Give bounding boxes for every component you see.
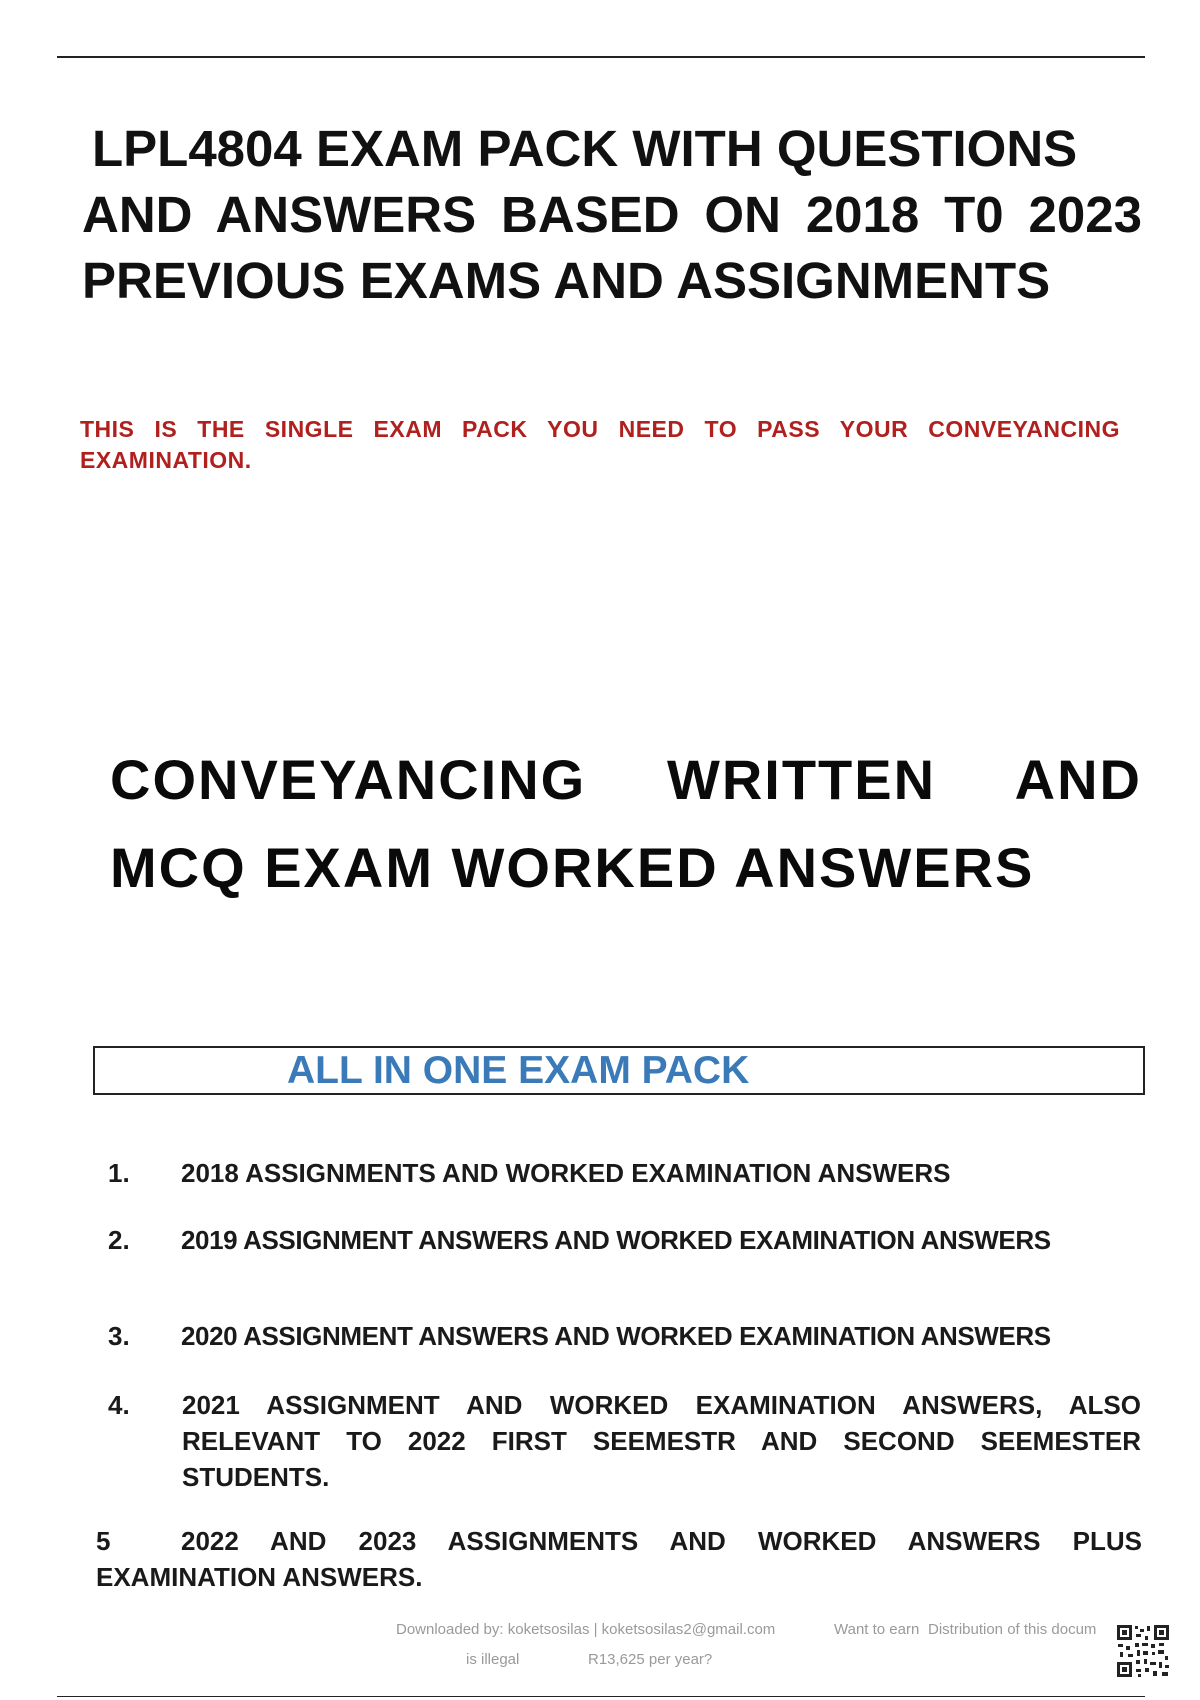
title-line-3: PREVIOUS EXAMS AND ASSIGNMENTS <box>82 252 1051 309</box>
list-item-number: 4. <box>108 1390 130 1420</box>
list-item-text: 2022 AND 2023 ASSIGNMENTS AND WORKED ANSWERS PLUS EXAMINATION ANSWERS. <box>96 1526 1142 1592</box>
page-title <box>82 116 1142 314</box>
title-line-2: AND ANSWERS BASED ON 2018 T0 2023 <box>82 186 1142 243</box>
footer-earn: R13,625 per year? <box>588 1651 713 1668</box>
list-item-text: 2019 ASSIGNMENT ANSWERS AND WORKED EXAMINATION ANSWERS <box>181 1225 1051 1255</box>
subtitle-line-2: MCQ EXAM WORKED ANSWERS <box>110 836 1035 899</box>
footer-downloaded: Downloaded by: koketsosilas | koketsosilas2@gmail.com <box>396 1621 776 1638</box>
list-item-number: 1. <box>108 1158 130 1188</box>
top-rule <box>57 56 1145 58</box>
list-item-number: 2. <box>108 1225 130 1255</box>
footer-distribution: Distribution of this docum <box>928 1621 1097 1638</box>
subtitle <box>110 736 1142 912</box>
all-in-one-box <box>93 1046 1145 1095</box>
list-item-number: 5 <box>96 1526 111 1556</box>
bottom-rule <box>57 1696 1145 1697</box>
footer-want: Want to earn <box>834 1621 920 1638</box>
list-item-text: 2018 ASSIGNMENTS AND WORKED EXAMINATION ANSWERS <box>181 1158 951 1188</box>
subtitle-line-1: CONVEYANCING WRITTEN AND <box>110 748 1142 811</box>
list-item-text: 2021 ASSIGNMENT AND WORKED EXAMINATION ANSWERS, ALSO RELEVANT TO 2022 FIRST SEEMESTR AND SECOND SEEMESTER STUDENTS. <box>182 1390 1141 1492</box>
footer-illegal: is illegal <box>466 1651 520 1668</box>
pass-note: THIS IS THE SINGLE EXAM PACK YOU NEED TO PASS YOUR CONVEYANCING EXAMINATION. <box>80 416 1120 473</box>
title-line-1: LPL4804 EXAM PACK WITH QUESTIONS <box>92 120 1078 177</box>
box-title: ALL IN ONE EXAM PACK <box>287 1049 750 1092</box>
qr-code-icon <box>1116 1624 1170 1678</box>
list-item-number: 3. <box>108 1321 130 1351</box>
list-item-text: 2020 ASSIGNMENT ANSWERS AND WORKED EXAMINATION ANSWERS <box>181 1321 1051 1351</box>
